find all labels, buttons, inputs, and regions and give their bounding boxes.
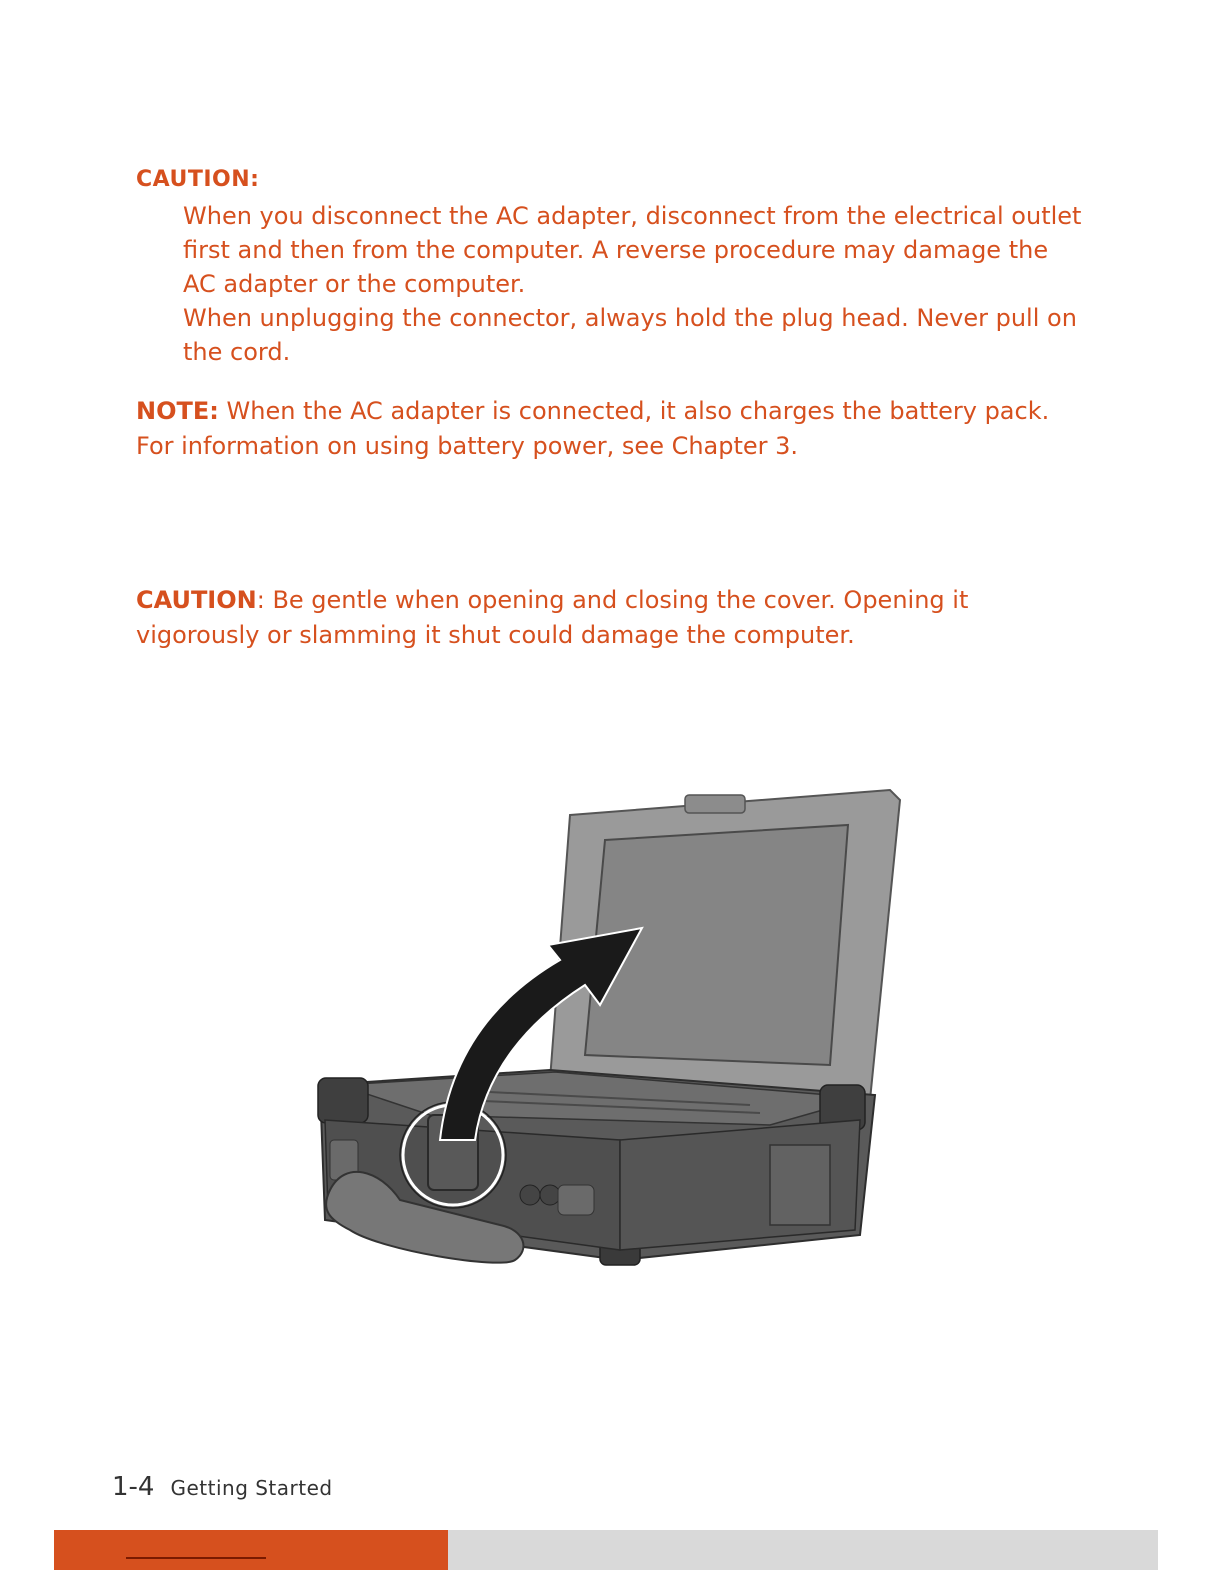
- note-label: NOTE:: [136, 397, 219, 425]
- laptop-opening-figure: [300, 780, 920, 1284]
- caution-paragraph-2: When unplugging the connector, always hold the plug head. Never pull on the cord.: [183, 304, 1077, 366]
- caution-cover-text: : Be gentle when opening and closing the cover. Opening it vigorously or slamming it shut could damage the computer.: [136, 586, 969, 649]
- footer-underline: [126, 1557, 266, 1559]
- footer-gray-bar: [448, 1530, 1158, 1570]
- caution-cover-paragraph: [136, 583, 1076, 653]
- note-paragraph: [136, 394, 1076, 464]
- footer-page-number: 1-4: [112, 1472, 155, 1502]
- caution-cover-label: CAUTION: [136, 586, 257, 614]
- footer-accent-bar: [54, 1530, 448, 1570]
- caution-heading: CAUTION:: [136, 167, 260, 192]
- rugged-laptop-opening-illustration: [300, 780, 920, 1280]
- note-text: When the AC adapter is connected, it also charges the battery pack. For information on using battery power, see Chapter 3.: [136, 397, 1050, 460]
- footer-section-title: Getting Started: [170, 1476, 333, 1500]
- caution-paragraph-1: When you disconnect the AC adapter, disconnect from the electrical outlet first and then from the computer. A reverse procedure may damage the AC adapter or the computer.: [183, 202, 1082, 298]
- page-footer: [112, 1472, 333, 1502]
